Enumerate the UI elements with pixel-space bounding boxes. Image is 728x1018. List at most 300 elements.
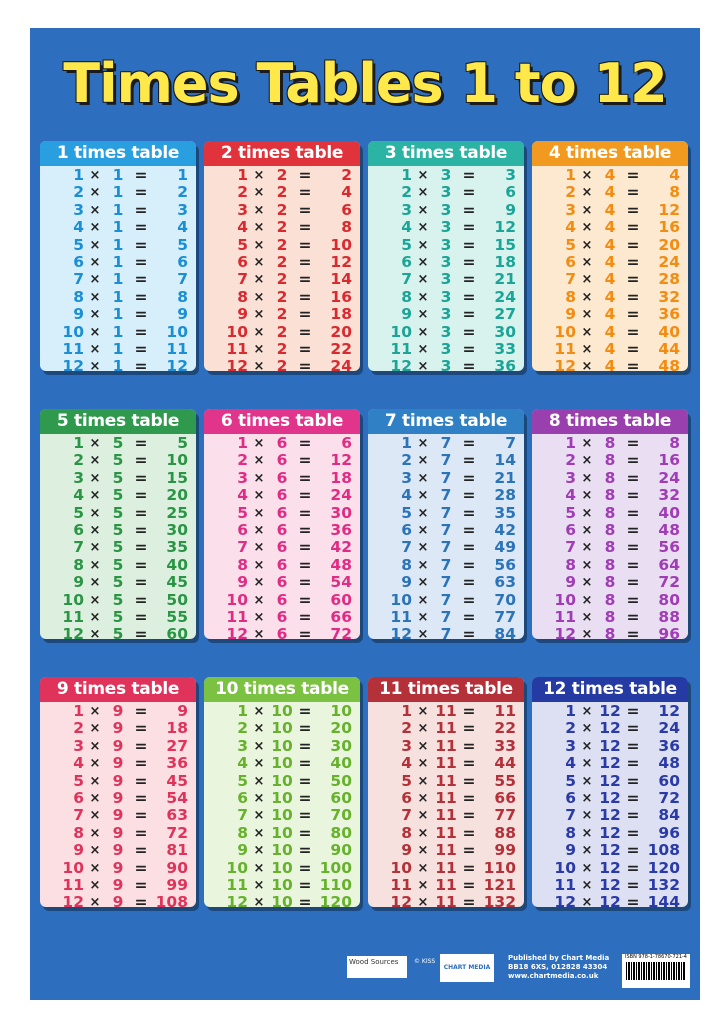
multiplier: 6 <box>276 538 288 557</box>
equals-sign: = <box>134 235 148 254</box>
equals-sign: = <box>134 322 148 341</box>
product: 84 <box>658 806 680 825</box>
equals-sign: = <box>134 573 148 592</box>
times-sign: × <box>417 436 429 451</box>
multiplicand: 5 <box>73 503 84 522</box>
multiplicand: 10 <box>62 858 84 877</box>
equals-sign: = <box>626 235 640 254</box>
equals-sign: = <box>134 771 148 790</box>
equals-sign: = <box>134 538 148 557</box>
product: 10 <box>166 451 188 470</box>
product: 56 <box>494 555 516 574</box>
equals-sign: = <box>134 788 148 807</box>
multiplier: 9 <box>112 702 124 720</box>
equals-sign: = <box>134 754 148 773</box>
equals-sign: = <box>626 823 640 842</box>
times-sign: × <box>253 843 265 859</box>
table-row <box>368 237 524 254</box>
product: 11 <box>166 339 188 358</box>
times-sign: × <box>89 488 101 504</box>
table-row <box>368 289 524 306</box>
multiplier: 2 <box>276 287 288 306</box>
multiplicand: 10 <box>390 858 412 877</box>
multiplier: 6 <box>276 555 288 574</box>
equals-sign: = <box>298 183 312 202</box>
product: 7 <box>177 270 188 289</box>
product: 55 <box>166 607 188 626</box>
multiplicand: 2 <box>237 719 248 738</box>
times-sign: × <box>253 289 265 305</box>
table-row <box>40 219 196 236</box>
multiplicand: 11 <box>62 607 84 626</box>
table-row <box>204 720 360 737</box>
equals-sign: = <box>298 573 312 592</box>
product: 60 <box>330 788 352 807</box>
times-sign: × <box>581 307 593 323</box>
multiplier: 7 <box>440 503 452 522</box>
times-sign: × <box>581 575 593 591</box>
equals-sign: = <box>626 218 640 237</box>
table-row <box>204 877 360 894</box>
table-row <box>532 505 688 522</box>
multiplier: 10 <box>271 823 293 842</box>
multiplicand: 3 <box>73 736 84 755</box>
equals-sign: = <box>462 555 476 574</box>
times-sign: × <box>89 237 101 253</box>
times-sign: × <box>89 756 101 772</box>
multiplicand: 3 <box>565 736 576 755</box>
multiplicand: 2 <box>73 719 84 738</box>
times-sign: × <box>253 272 265 288</box>
times-sign: × <box>417 202 429 218</box>
equals-sign: = <box>626 806 640 825</box>
times-sign: × <box>581 341 593 357</box>
multiplier: 1 <box>112 166 124 184</box>
multiplicand: 7 <box>401 806 412 825</box>
times-table-card <box>532 677 688 907</box>
multiplier: 10 <box>271 736 293 755</box>
multiplicand: 11 <box>226 607 248 626</box>
equals-sign: = <box>626 858 640 877</box>
product: 36 <box>166 754 188 773</box>
equals-sign: = <box>626 555 640 574</box>
multiplier: 10 <box>271 875 293 894</box>
multiplier: 1 <box>112 357 124 371</box>
times-sign: × <box>581 704 593 719</box>
multiplier: 2 <box>276 322 288 341</box>
multiplicand: 12 <box>62 625 84 639</box>
table-row <box>368 254 524 271</box>
times-sign: × <box>417 220 429 236</box>
table-row <box>368 825 524 842</box>
equals-sign: = <box>134 520 148 539</box>
times-sign: × <box>253 592 265 608</box>
multiplier: 4 <box>604 270 616 289</box>
product: 60 <box>658 771 680 790</box>
equals-sign: = <box>626 590 640 609</box>
multiplicand: 4 <box>73 754 84 773</box>
multiplier: 5 <box>112 607 124 626</box>
table-row <box>40 825 196 842</box>
multiplier: 3 <box>440 252 452 271</box>
equals-sign: = <box>134 339 148 358</box>
table-row <box>532 306 688 323</box>
multiplier: 8 <box>604 468 616 487</box>
multiplicand: 6 <box>237 520 248 539</box>
multiplicand: 6 <box>401 788 412 807</box>
multiplier: 3 <box>440 235 452 254</box>
multiplicand: 4 <box>73 218 84 237</box>
times-sign: × <box>89 254 101 270</box>
multiplicand: 5 <box>401 771 412 790</box>
publisher-line: Published by Chart Media <box>508 954 610 962</box>
multiplier: 12 <box>599 806 621 825</box>
multiplier: 4 <box>604 200 616 219</box>
table-row <box>368 894 524 907</box>
times-table-card <box>40 141 196 371</box>
multiplier: 2 <box>276 339 288 358</box>
times-sign: × <box>89 738 101 754</box>
product: 48 <box>330 555 352 574</box>
table-row <box>532 626 688 639</box>
product: 45 <box>166 771 188 790</box>
multiplier: 7 <box>440 538 452 557</box>
table-row <box>204 790 360 807</box>
multiplicand: 11 <box>62 339 84 358</box>
multiplier: 7 <box>440 555 452 574</box>
product: 35 <box>494 503 516 522</box>
multiplier: 10 <box>271 841 293 860</box>
multiplicand: 10 <box>62 590 84 609</box>
table-row <box>204 167 360 184</box>
product: 54 <box>166 788 188 807</box>
times-sign: × <box>253 877 265 893</box>
table-row <box>368 341 524 358</box>
times-sign: × <box>581 324 593 340</box>
equals-sign: = <box>462 806 476 825</box>
times-sign: × <box>581 453 593 469</box>
multiplier: 1 <box>112 200 124 219</box>
multiplicand: 4 <box>237 486 248 505</box>
multiplicand: 2 <box>565 719 576 738</box>
product: 48 <box>658 357 680 371</box>
multiplier: 5 <box>112 520 124 539</box>
multiplier: 11 <box>435 719 457 738</box>
times-sign: × <box>253 738 265 754</box>
times-sign: × <box>253 168 265 183</box>
product: 4 <box>341 183 352 202</box>
equals-sign: = <box>462 434 476 452</box>
table-row <box>40 470 196 487</box>
multiplier: 7 <box>440 607 452 626</box>
table-row <box>204 306 360 323</box>
product: 81 <box>166 841 188 860</box>
times-table-header: 10 times table <box>204 677 360 702</box>
equals-sign: = <box>298 590 312 609</box>
multiplier: 3 <box>440 270 452 289</box>
equals-sign: = <box>462 893 476 907</box>
product: 2 <box>177 183 188 202</box>
equals-sign: = <box>134 719 148 738</box>
product: 12 <box>330 451 352 470</box>
product: 70 <box>494 590 516 609</box>
product: 5 <box>177 434 188 452</box>
table-row <box>368 324 524 341</box>
multiplier: 6 <box>276 503 288 522</box>
product: 14 <box>330 270 352 289</box>
equals-sign: = <box>462 719 476 738</box>
times-sign: × <box>253 808 265 824</box>
multiplicand: 11 <box>554 607 576 626</box>
multiplicand: 11 <box>390 339 412 358</box>
times-sign: × <box>253 359 265 371</box>
multiplicand: 3 <box>401 200 412 219</box>
product: 42 <box>330 538 352 557</box>
multiplier: 10 <box>271 893 293 907</box>
table-row <box>40 609 196 626</box>
product: 110 <box>319 875 352 894</box>
table-row <box>40 592 196 609</box>
product: 80 <box>330 823 352 842</box>
multiplier: 12 <box>599 823 621 842</box>
times-sign: × <box>581 895 593 907</box>
equals-sign: = <box>134 806 148 825</box>
product: 49 <box>494 538 516 557</box>
fsc-logo <box>347 956 407 978</box>
multiplicand: 10 <box>226 858 248 877</box>
equals-sign: = <box>626 305 640 324</box>
times-table-header: 5 times table <box>40 409 196 434</box>
table-row <box>532 487 688 504</box>
equals-sign: = <box>626 287 640 306</box>
multiplicand: 7 <box>565 270 576 289</box>
multiplier: 4 <box>604 235 616 254</box>
multiplier: 11 <box>435 823 457 842</box>
product: 99 <box>494 841 516 860</box>
multiplicand: 4 <box>401 486 412 505</box>
equals-sign: = <box>298 486 312 505</box>
table-row <box>368 184 524 201</box>
equals-sign: = <box>134 503 148 522</box>
multiplier: 2 <box>276 252 288 271</box>
equals-sign: = <box>298 200 312 219</box>
times-sign: × <box>253 470 265 486</box>
equals-sign: = <box>298 736 312 755</box>
equals-sign: = <box>626 503 640 522</box>
equals-sign: = <box>134 858 148 877</box>
product: 10 <box>330 702 352 720</box>
multiplier: 3 <box>440 322 452 341</box>
multiplier: 8 <box>604 573 616 592</box>
multiplier: 12 <box>599 788 621 807</box>
table-row <box>40 738 196 755</box>
table-row <box>204 557 360 574</box>
multiplier: 3 <box>440 305 452 324</box>
multiplicand: 3 <box>237 200 248 219</box>
table-row <box>368 557 524 574</box>
equals-sign: = <box>298 520 312 539</box>
multiplicand: 2 <box>73 451 84 470</box>
times-table-header: 6 times table <box>204 409 360 434</box>
times-table-card <box>204 677 360 907</box>
multiplier: 10 <box>271 806 293 825</box>
table-row <box>532 720 688 737</box>
equals-sign: = <box>626 719 640 738</box>
times-sign: × <box>417 825 429 841</box>
times-sign: × <box>253 254 265 270</box>
product: 44 <box>658 339 680 358</box>
multiplicand: 8 <box>73 823 84 842</box>
times-table-card <box>204 409 360 639</box>
times-sign: × <box>581 860 593 876</box>
table-row <box>40 860 196 877</box>
publisher-info <box>508 954 609 981</box>
times-sign: × <box>581 185 593 201</box>
product: 9 <box>177 702 188 720</box>
multiplicand: 5 <box>401 235 412 254</box>
multiplicand: 5 <box>237 771 248 790</box>
table-row <box>532 167 688 184</box>
multiplier: 6 <box>276 468 288 487</box>
table-row <box>532 324 688 341</box>
table-row <box>368 720 524 737</box>
times-sign: × <box>253 522 265 538</box>
table-row <box>204 254 360 271</box>
product: 36 <box>658 305 680 324</box>
product: 90 <box>330 841 352 860</box>
product: 28 <box>658 270 680 289</box>
equals-sign: = <box>298 719 312 738</box>
equals-sign: = <box>462 823 476 842</box>
multiplicand: 12 <box>390 893 412 907</box>
table-row <box>204 894 360 907</box>
multiplier: 5 <box>112 451 124 470</box>
times-sign: × <box>417 704 429 719</box>
table-row <box>204 358 360 371</box>
product: 20 <box>166 486 188 505</box>
times-sign: × <box>89 895 101 907</box>
multiplier: 9 <box>112 719 124 738</box>
times-sign: × <box>253 557 265 573</box>
product: 55 <box>494 771 516 790</box>
multiplier: 8 <box>604 503 616 522</box>
equals-sign: = <box>626 788 640 807</box>
table-row <box>40 522 196 539</box>
times-sign: × <box>89 825 101 841</box>
times-sign: × <box>417 168 429 183</box>
table-row <box>368 219 524 236</box>
multiplier: 6 <box>276 520 288 539</box>
product: 50 <box>166 590 188 609</box>
multiplicand: 5 <box>237 235 248 254</box>
multiplier: 7 <box>440 486 452 505</box>
times-table-card <box>40 409 196 639</box>
table-row <box>40 306 196 323</box>
product: 36 <box>494 357 516 371</box>
multiplicand: 3 <box>565 200 576 219</box>
table-row <box>532 592 688 609</box>
times-sign: × <box>89 272 101 288</box>
multiplicand: 11 <box>554 875 576 894</box>
equals-sign: = <box>134 893 148 907</box>
multiplicand: 12 <box>226 893 248 907</box>
times-sign: × <box>581 359 593 371</box>
times-sign: × <box>417 790 429 806</box>
product: 6 <box>341 434 352 452</box>
times-sign: × <box>89 721 101 737</box>
multiplier: 2 <box>276 270 288 289</box>
product: 30 <box>494 322 516 341</box>
product: 4 <box>177 218 188 237</box>
multiplier: 1 <box>112 287 124 306</box>
times-table-card <box>40 677 196 907</box>
equals-sign: = <box>626 451 640 470</box>
times-sign: × <box>253 575 265 591</box>
multiplicand: 7 <box>73 538 84 557</box>
times-sign: × <box>417 877 429 893</box>
equals-sign: = <box>298 503 312 522</box>
multiplicand: 1 <box>565 166 576 184</box>
multiplier: 1 <box>112 322 124 341</box>
multiplier: 6 <box>276 590 288 609</box>
multiplicand: 9 <box>237 573 248 592</box>
multiplier: 5 <box>112 468 124 487</box>
multiplicand: 9 <box>73 305 84 324</box>
multiplier: 11 <box>435 841 457 860</box>
equals-sign: = <box>462 858 476 877</box>
equals-sign: = <box>134 252 148 271</box>
times-sign: × <box>253 773 265 789</box>
times-sign: × <box>581 627 593 639</box>
product: 84 <box>494 625 516 639</box>
product: 3 <box>177 200 188 219</box>
product: 108 <box>647 841 680 860</box>
product: 88 <box>494 823 516 842</box>
times-sign: × <box>89 359 101 371</box>
times-sign: × <box>581 877 593 893</box>
table-row <box>40 289 196 306</box>
equals-sign: = <box>626 573 640 592</box>
multiplicand: 1 <box>73 434 84 452</box>
product: 20 <box>330 322 352 341</box>
times-sign: × <box>89 307 101 323</box>
multiplier: 4 <box>604 218 616 237</box>
equals-sign: = <box>134 166 148 184</box>
times-sign: × <box>417 341 429 357</box>
times-sign: × <box>89 168 101 183</box>
equals-sign: = <box>626 771 640 790</box>
product: 132 <box>647 875 680 894</box>
equals-sign: = <box>462 503 476 522</box>
table-row <box>368 470 524 487</box>
multiplicand: 5 <box>565 771 576 790</box>
multiplicand: 2 <box>237 183 248 202</box>
multiplicand: 8 <box>237 823 248 842</box>
product: 5 <box>177 235 188 254</box>
equals-sign: = <box>298 702 312 720</box>
table-row <box>532 609 688 626</box>
multiplicand: 7 <box>565 538 576 557</box>
equals-sign: = <box>298 555 312 574</box>
times-sign: × <box>253 704 265 719</box>
times-sign: × <box>417 522 429 538</box>
times-sign: × <box>89 540 101 556</box>
product: 66 <box>330 607 352 626</box>
times-sign: × <box>581 825 593 841</box>
product: 96 <box>658 823 680 842</box>
table-row <box>368 505 524 522</box>
product: 45 <box>166 573 188 592</box>
